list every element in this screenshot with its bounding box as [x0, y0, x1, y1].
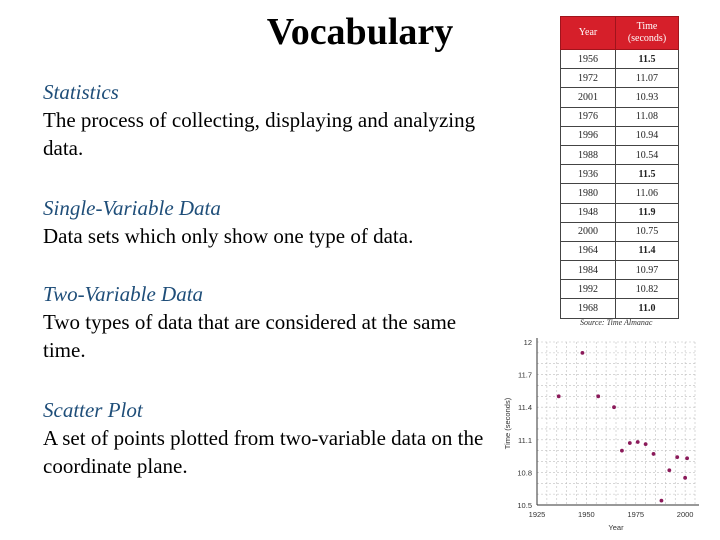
cell-time: 11.4	[616, 241, 679, 260]
vocab-entry-single-variable	[43, 194, 493, 250]
x-axis-label: Year	[608, 523, 624, 532]
y-tick-label: 12	[523, 338, 532, 347]
data-point	[683, 476, 687, 480]
cell-year: 1976	[561, 107, 616, 126]
cell-year: 1984	[561, 261, 616, 280]
table-row	[561, 241, 679, 260]
data-point	[581, 351, 585, 355]
data-point	[620, 449, 624, 453]
vocab-entry-two-variable	[43, 280, 493, 364]
data-point	[644, 442, 648, 446]
cell-time: 11.5	[616, 165, 679, 184]
vocab-entry-statistics	[43, 78, 493, 162]
table-source: Source: Time Almanac	[580, 318, 653, 327]
table-row	[561, 69, 679, 88]
page-title: Vocabulary	[266, 11, 454, 53]
data-point	[685, 456, 689, 460]
cell-year: 1996	[561, 126, 616, 145]
cell-time: 10.54	[616, 145, 679, 164]
cell-time: 11.5	[616, 50, 679, 69]
cell-time: 10.97	[616, 261, 679, 280]
table-row	[561, 165, 679, 184]
table-row	[561, 126, 679, 145]
vocab-definition: Data sets which only show one type of data.	[43, 224, 414, 248]
vocab-definition: A set of points plotted from two-variable data on the coordinate plane.	[43, 426, 484, 478]
table-header-row	[561, 17, 679, 50]
column-header-year: Year	[561, 17, 616, 50]
data-point	[660, 499, 664, 503]
cell-year: 1968	[561, 299, 616, 318]
table-row	[561, 299, 679, 318]
cell-time: 10.93	[616, 88, 679, 107]
cell-time: 10.75	[616, 222, 679, 241]
vocab-term: Scatter Plot	[43, 398, 143, 422]
y-tick-label: 11.1	[517, 435, 532, 445]
cell-time: 10.82	[616, 280, 679, 299]
cell-year: 1972	[561, 69, 616, 88]
table-row	[561, 184, 679, 203]
data-table	[560, 16, 679, 319]
table-body	[561, 50, 679, 319]
vocab-term: Statistics	[43, 80, 119, 104]
cell-time: 11.9	[616, 203, 679, 222]
x-tick-label: 2000	[676, 510, 694, 519]
table-row	[561, 280, 679, 299]
cell-year: 2000	[561, 222, 616, 241]
y-tick-label: 10.8	[517, 468, 532, 478]
data-point	[675, 455, 679, 459]
cell-year: 1964	[561, 241, 616, 260]
cell-year: 1980	[561, 184, 616, 203]
x-tick-label: 1950	[578, 510, 595, 519]
x-tick-label: 1975	[627, 510, 645, 519]
data-point	[557, 394, 561, 398]
cell-year: 1948	[561, 203, 616, 222]
table-row	[561, 222, 679, 241]
scatter-plot	[495, 330, 710, 535]
cell-time: 11.07	[616, 69, 679, 88]
cell-year: 1992	[561, 280, 616, 299]
vocab-term: Single-Variable Data	[43, 196, 221, 220]
column-header-time: Time (seconds)	[616, 17, 679, 50]
vocab-term: Two-Variable Data	[43, 282, 204, 306]
table-row	[561, 88, 679, 107]
cell-year: 1956	[561, 50, 616, 69]
data-point	[596, 394, 600, 398]
cell-time: 11.06	[616, 184, 679, 203]
table-row	[561, 50, 679, 69]
x-tick-label: 1925	[528, 510, 546, 519]
cell-time: 10.94	[616, 126, 679, 145]
table-row	[561, 203, 679, 222]
data-point	[667, 468, 671, 472]
data-point	[652, 452, 656, 456]
vocab-definition: Two types of data that are considered at the same time.	[43, 310, 457, 362]
vocab-entry-scatter-plot	[43, 396, 493, 480]
table-row	[561, 145, 679, 164]
cell-time: 11.08	[616, 107, 679, 126]
table-row	[561, 261, 679, 280]
cell-year: 1936	[561, 165, 616, 184]
cell-year: 2001	[561, 88, 616, 107]
data-point	[612, 405, 616, 409]
data-point	[628, 441, 632, 445]
cell-year: 1988	[561, 145, 616, 164]
y-axis-label: Time (seconds)	[503, 397, 512, 450]
cell-time: 11.0	[616, 299, 679, 318]
table-row	[561, 107, 679, 126]
y-tick-label: 10.5	[517, 501, 532, 510]
data-point	[636, 440, 640, 444]
y-tick-label: 11.7	[517, 370, 532, 380]
y-tick-label: 11.4	[517, 403, 532, 413]
vocab-definition: The process of collecting, displaying and analyzing data.	[43, 108, 476, 160]
